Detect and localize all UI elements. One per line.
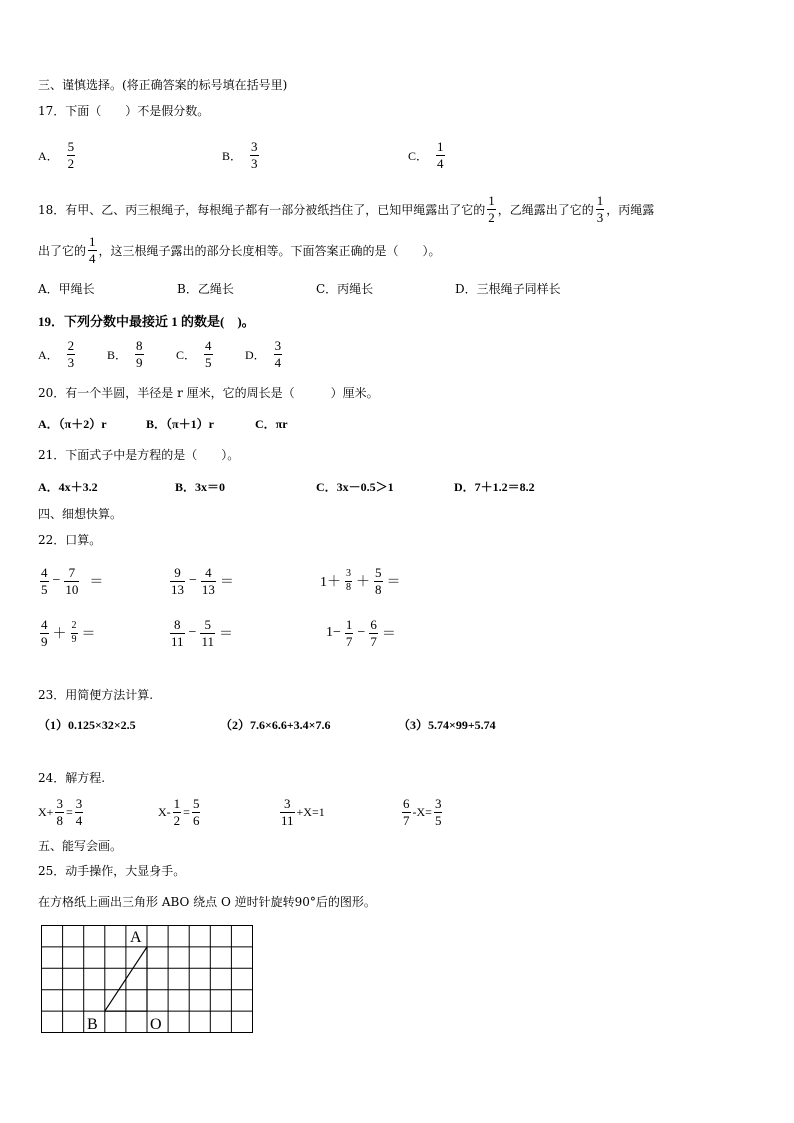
q25-stem: 25．动手操作，大显身手。 [38,864,186,878]
q23-item-1: （1）0.125×32×2.5 [38,718,136,732]
q17-stem: 17．下面（ ）不是假分数。 [38,104,210,118]
q24-eq-1: X+ $\frac{3}{8}$ = $\frac{3}{4}$ [38,796,83,828]
q22-stem: 22．口算。 [38,533,102,547]
label-o: O [150,1016,162,1033]
q17-option-b: B． $\frac{3}{3}$ [222,139,258,171]
q22-expr-1: $\frac{4}{5}$ − $\frac{7}{10}$ ＝ [41,565,104,597]
q18-option-c: C．丙绳长 [316,282,374,296]
q23-item-2: （2）7.6×6.6+3.4×7.6 [220,718,331,732]
q21-option-c: C．3x－0.5＞1 [316,480,394,494]
section5-title: 五、能写会画。 [38,839,123,853]
q24-eq-3: $\frac{3}{11}$ +X=1 [281,796,325,828]
label-a: A [130,929,142,946]
q25-instruction: 在方格纸上画出三角形 ABO 绕点 O 逆时针旋转90°后的图形。 [38,895,376,909]
section3-title: 三、谨慎选择。(将正确答案的标号填在括号里) [38,78,288,92]
q18-line2: 出了它的 $\frac{1}{4}$ ，这三根绳子露出的部分长度相等。下面答案正确的是（ ）。 [38,234,441,266]
q20-option-b: B．（π＋1）r [146,417,214,431]
q18-option-d: D．三根绳子同样长 [455,282,561,296]
q21-option-b: B．3x＝0 [175,480,226,494]
label-b: B [87,1016,98,1033]
q22-expr-4: $\frac{4}{9}$ ＋ $\frac{2}{9}$ ＝ [41,617,96,649]
q21-option-a: A．4x＋3.2 [38,480,98,494]
q18-option-b: B．乙绳长 [177,282,234,296]
q19-stem: 19．下列分数中最接近 1 的数是( )。 [38,314,255,329]
q19-option-a: A． $\frac{2}{3}$ [38,338,75,370]
q20-option-a: A．（π＋2）r [38,417,107,431]
q21-option-d: D．7＋1.2＝8.2 [454,480,535,494]
q23-item-3: （3）5.74×99+5.74 [398,718,496,732]
q19-option-b: B． $\frac{8}{9}$ [107,338,143,370]
q22-expr-3: 1＋ $\frac{3}{8}$ ＋ $\frac{5}{8}$ ＝ [320,565,401,597]
q24-eq-2: X- $\frac{1}{2}$ = $\frac{5}{6}$ [158,796,200,828]
q23-stem: 23．用简便方法计算. [38,688,154,702]
q22-expr-5: $\frac{8}{11}$ − $\frac{5}{11}$ ＝ [171,617,233,649]
q22-expr-6: 1− $\frac{1}{7}$ − $\frac{6}{7}$ ＝ [326,617,396,649]
q19-option-d: D． $\frac{3}{4}$ [245,338,282,370]
q18-line1: 18．有甲、乙、丙三根绳子，每根绳子都有一部分被纸挡住了，已知甲绳露出了它的 $\frac{1}{2}$ ，乙绳露出了它的 $\frac{1}{3}$ ，丙绳露 [38,193,655,225]
q22-expr-2: $\frac{9}{13}$ − $\frac{4}{13}$ ＝ [171,565,234,597]
grid-paper [40,924,256,1036]
q19-option-c: C． $\frac{4}{5}$ [176,338,212,370]
q18-option-a: A．甲绳长 [38,282,95,296]
q20-option-c: C．πr [255,417,288,431]
q17-option-a: A． $\frac{5}{2}$ [38,139,75,171]
q24-stem: 24．解方程. [38,771,106,785]
q21-stem: 21．下面式子中是方程的是（ ）。 [38,448,240,462]
q24-eq-4: $\frac{6}{7}$ -X= $\frac{3}{5}$ [403,796,442,828]
q17-option-c: C． $\frac{1}{4}$ [408,139,444,171]
q20-stem: 20．有一个半圆，半径是 r 厘米，它的周长是（ ）厘米。 [38,386,379,400]
section4-title: 四、细想快算。 [38,507,123,521]
